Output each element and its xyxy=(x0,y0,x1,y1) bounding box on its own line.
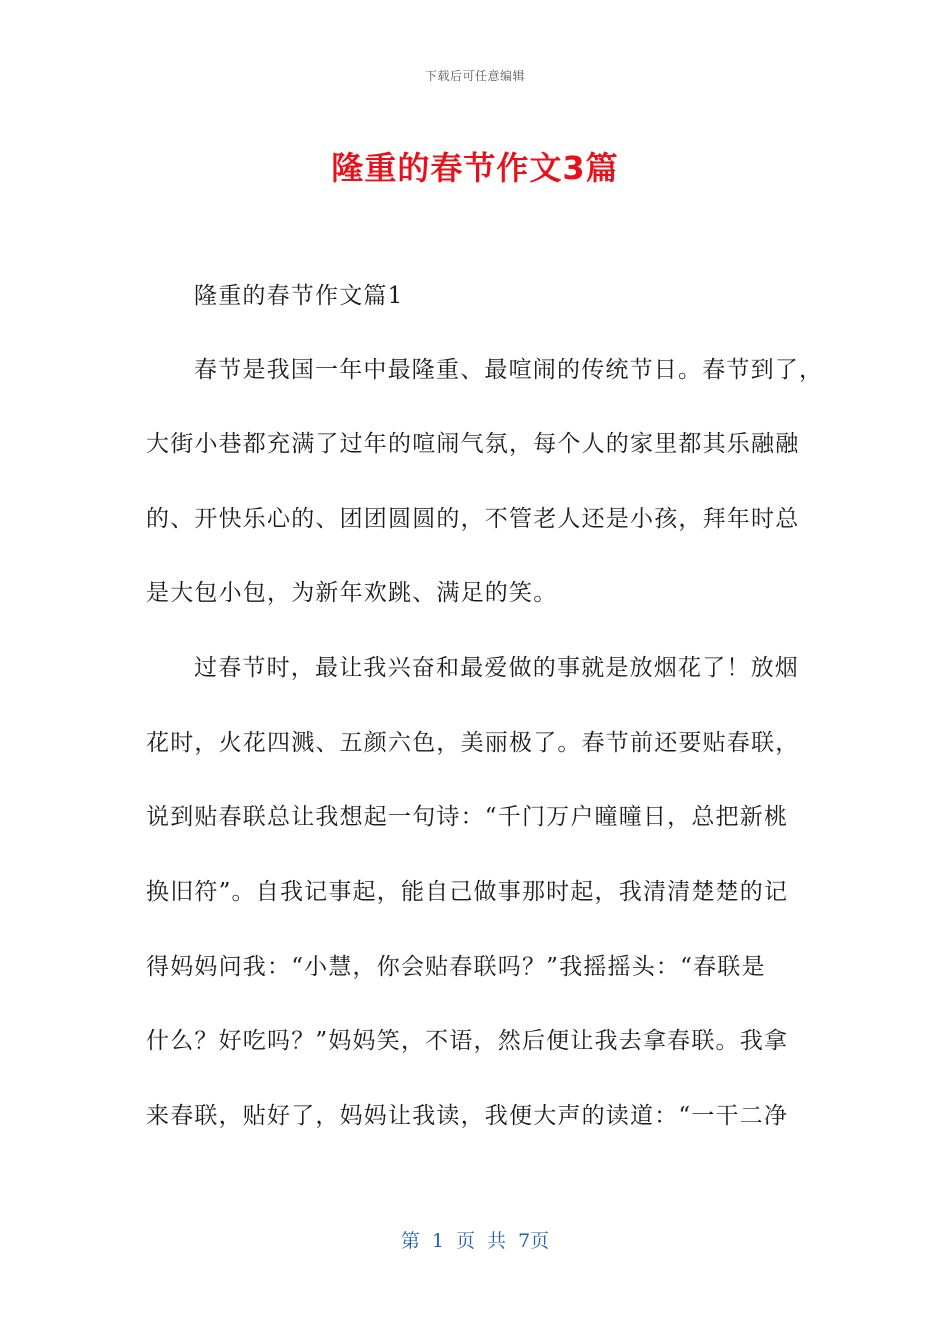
document-title: 隆重的春节作文3篇 xyxy=(331,149,619,187)
header-note: 下载后可任意编辑 xyxy=(424,69,525,83)
paragraph-line: 得妈妈问我：“小慧，你会贴春联吗？”我摇摇头：“春联是 xyxy=(146,954,766,980)
paragraph-line: 大街小巷都充满了过年的喧闹气氛，每个人的家里都其乐融融 xyxy=(146,431,800,457)
paragraph-line: 来春联，贴好了，妈妈让我读，我便大声的读道：“一干二净 xyxy=(146,1103,789,1129)
paragraph-line: 换旧符”。自我记事起，能自己做事那时起，我清清楚楚的记 xyxy=(146,879,789,905)
paragraph-line: 过春节时，最让我兴奋和最爱做的事就是放烟花了！放烟 xyxy=(194,655,799,681)
paragraph-line: 春节是我国一年中最隆重、最喧闹的传统节日。春节到了， xyxy=(194,357,824,383)
page-footer: 第 1 页 共 7页 xyxy=(400,1230,550,1252)
paragraph-line: 的、开快乐心的、团团圆圆的，不管老人还是小孩，拜年时总 xyxy=(146,506,800,532)
paragraph-line: 花时，火花四溅、五颜六色，美丽极了。春节前还要贴春联， xyxy=(146,730,800,756)
paragraph-line: 说到贴春联总让我想起一句诗：“千门万户曈曈日，总把新桃 xyxy=(146,804,789,830)
paragraph-line: 是大包小包，为新年欢跳、满足的笑。 xyxy=(146,580,558,606)
paragraph-line: 什么？好吃吗？”妈妈笑，不语，然后便让我去拿春联。我拿 xyxy=(146,1028,789,1054)
section-heading: 隆重的春节作文篇1 xyxy=(194,283,404,309)
